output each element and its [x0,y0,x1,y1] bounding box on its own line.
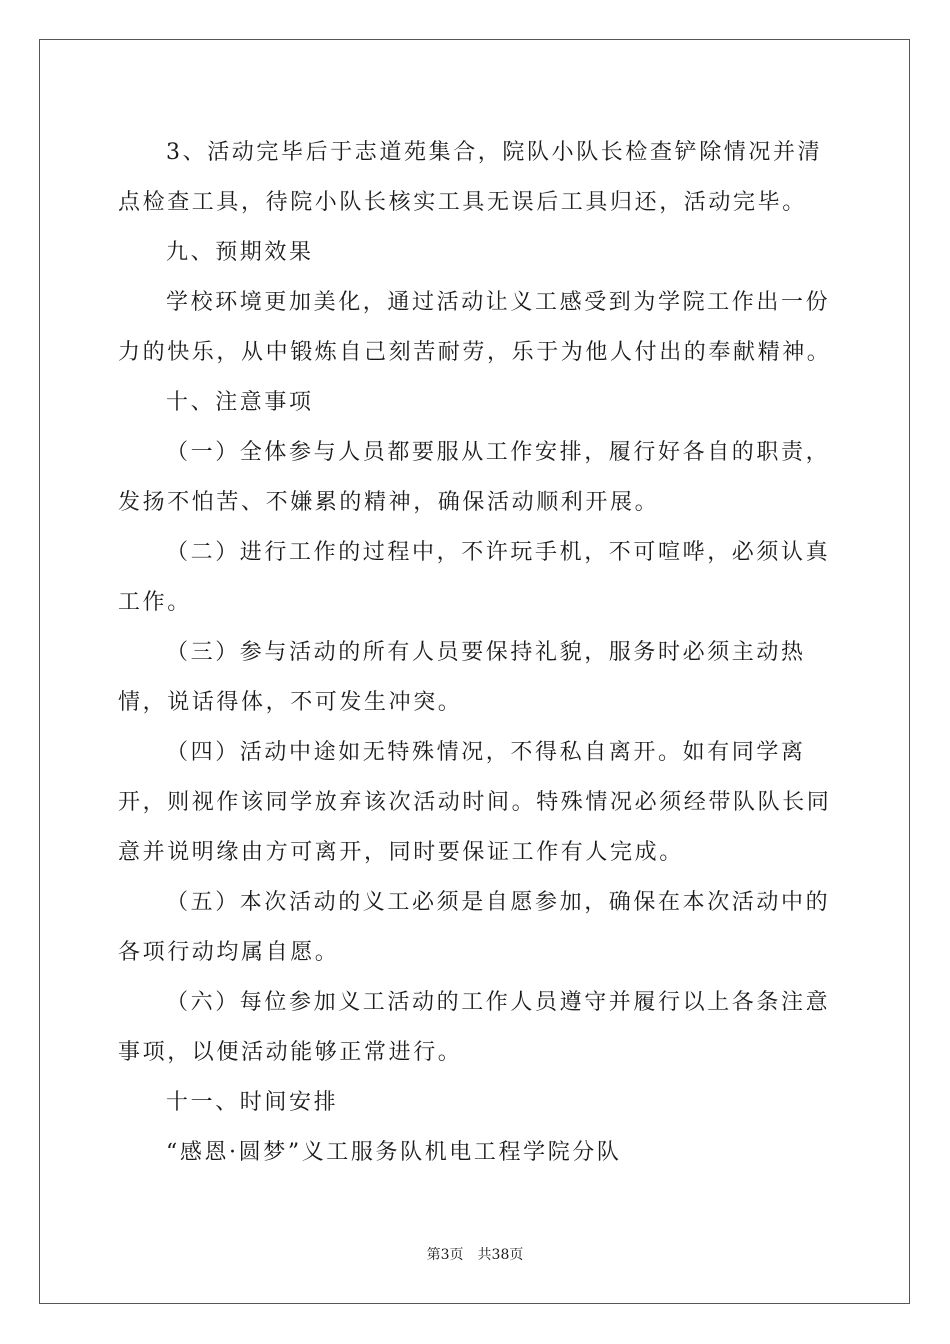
heading-notes: 十、注意事项 [166,390,314,415]
team-name: “感恩·圆梦”义工服务队机电工程学院分队 [166,1140,622,1165]
paragraph-expected-effect: 学校环境更加美化，通过活动让义工感受到为学院工作出一份力的快乐，从中锻炼自己刻苦耐劳，乐于为他人付出的奉献精神。 [118,290,832,365]
note-item-6: （六）每位参加义工活动的工作人员遵守并履行以上各条注意事项，以便活动能够正常进行。 [118,990,831,1065]
note-item-1: （一）全体参与人员都要服从工作安排，履行好各自的职责，发扬不怕苦、不嫌累的精神，确保活动顺利开展。 [118,440,831,515]
paragraph-cleanup-end: 3、活动完毕后于志道苑集合，院队小队长检查铲除情况并清点检查工具，待院小队长核实工具无误后工具归还，活动完毕。 [118,140,823,215]
note-item-3: （三）参与活动的所有人员要保持礼貌，服务时必须主动热情，说话得体，不可发生冲突。 [118,640,806,715]
page-number: 第3页 [426,1247,464,1263]
document-body [118,128,834,1178]
page-total: 共38页 [477,1247,524,1263]
page-footer [0,1244,950,1264]
note-item-4: （四）活动中途如无特殊情况，不得私自离开。如有同学离开，则视作该同学放弃该次活动时间。特殊情况必须经带队队长同意并说明缘由方可离开，同时要保证工作有人完成。 [118,740,832,865]
note-item-5: （五）本次活动的义工必须是自愿参加，确保在本次活动中的各项行动均属自愿。 [118,890,831,965]
heading-expected-effect: 九、预期效果 [166,240,314,265]
heading-schedule: 十一、时间安排 [166,1090,339,1115]
note-item-2: （二）进行工作的过程中，不许玩手机，不可喧哗，必须认真工作。 [118,540,831,615]
